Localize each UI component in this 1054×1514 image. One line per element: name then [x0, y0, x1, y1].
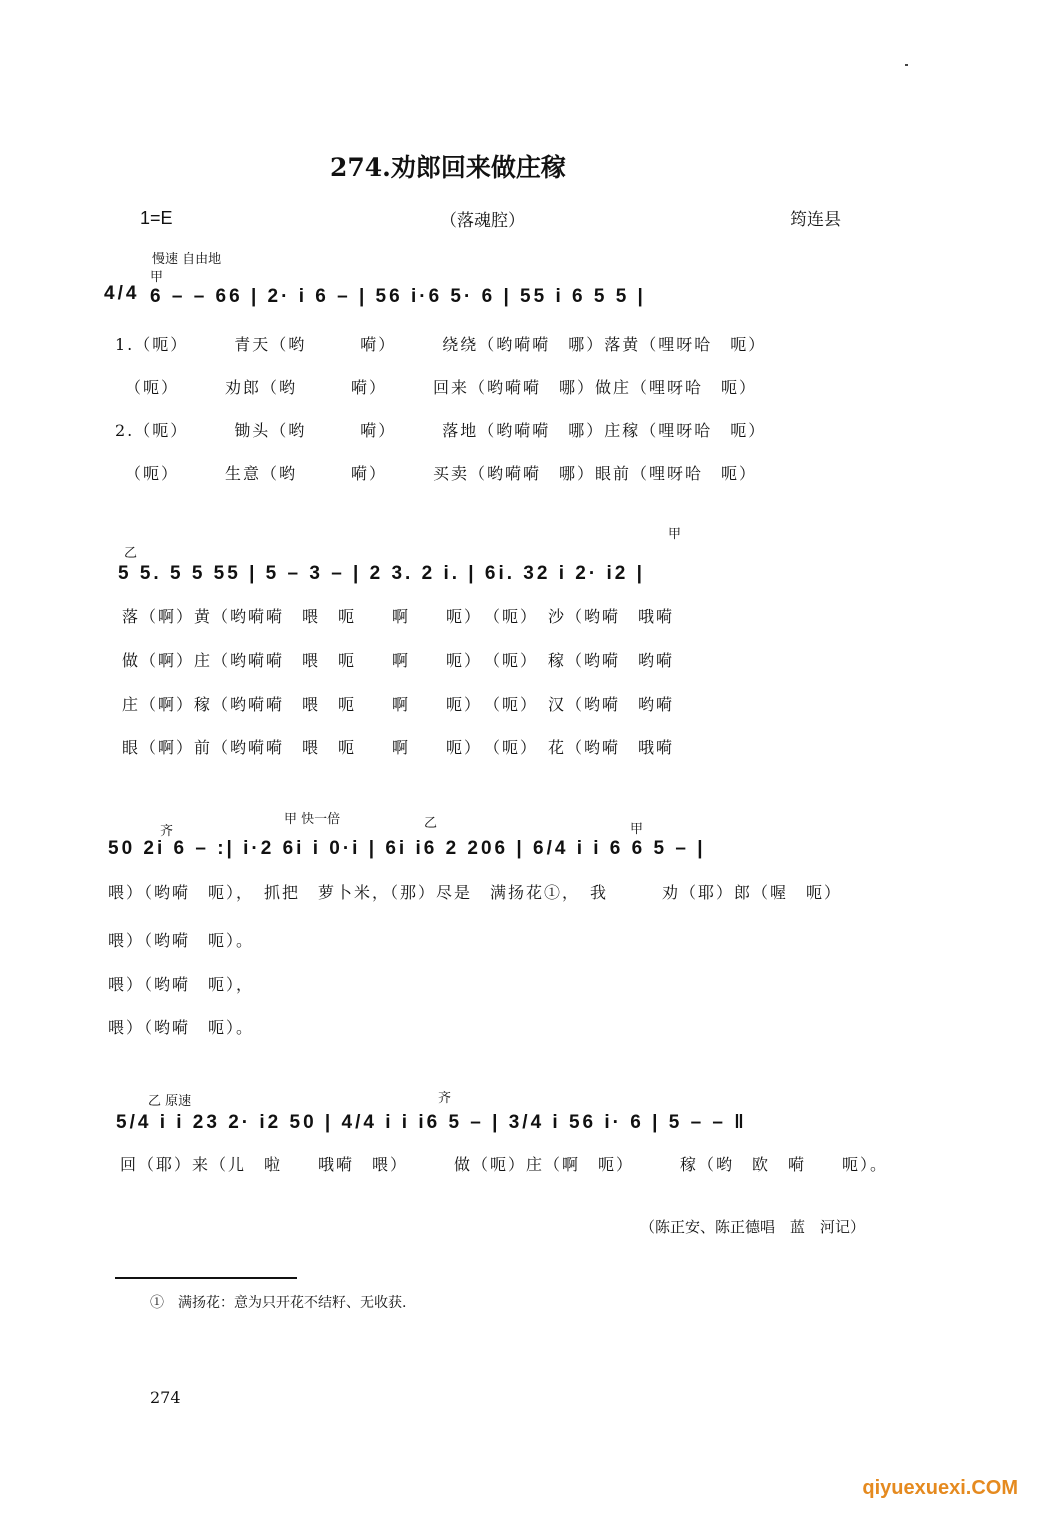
part-label-jia-3: 甲: [630, 822, 644, 837]
lyric-line-3-2: 喂）（哟嗬 呃）。: [108, 931, 255, 950]
credit-line: （陈正安、陈正德唱 蓝 河记）: [640, 1218, 866, 1236]
time-signature-1: 4/4: [104, 283, 140, 304]
part-label-yi-2: 乙: [424, 816, 438, 831]
lyric-line-3-1: 喂）（哟嗬 呃）， 抓把 萝卜米，（那）尽是 满扬花①， 我 劝（耶）郎（喔 呃）: [108, 883, 843, 902]
lyric-line-1-4: （呃） 生意（哟 嗬） 买卖（哟嗬嗬 哪）眼前（哩呀哈 呃）: [115, 464, 758, 483]
song-subtitle: （落魂腔）: [440, 211, 525, 231]
part-label-jia: 甲: [150, 270, 164, 285]
watermark: qiyuexuexi.COM: [862, 1477, 1018, 1499]
footnote: ① 满扬花：意为只开花不结籽、无收获.: [150, 1295, 407, 1311]
lyric-line-2-1: 落（啊）黄（哟嗬嗬 喂 呃 啊 呃） （呃） 沙（哟嗬 哦嗬: [122, 607, 675, 626]
lyric-line-3-3: 喂）（哟嗬 呃），: [108, 975, 255, 994]
lyric-line-2-2: 做（啊）庄（哟嗬嗬 喂 呃 啊 呃） （呃） 稼（哟嗬 哟嗬: [122, 651, 675, 670]
lyric-line-1-2: （呃） 劝郎（哟 嗬） 回来（哟嗬嗬 哪）做庄（哩呀哈 呃）: [115, 378, 758, 397]
key-signature: 1=E: [140, 208, 173, 228]
song-title: 274.劝郎回来做庄稼: [330, 153, 566, 182]
part-label-jia-fast: 甲 快一倍: [284, 812, 341, 827]
lyric-line-2-4: 眼（啊）前（哟嗬嗬 喂 呃 啊 呃） （呃） 花（哟嗬 哦嗬: [122, 738, 675, 757]
tempo-marking: 慢速 自由地: [152, 252, 222, 267]
part-label-qi: 齐: [160, 824, 174, 839]
notation-line-1: 6 – – 66 | 2· i 6 – | 56 i·6 5· 6 | 55 i 6 5 5 |: [150, 286, 646, 307]
lyric-line-1-1: 1.（呃） 青天（哟 嗬） 绕绕（哟嗬嗬 哪）落黄（哩呀哈 呃）: [115, 335, 767, 354]
lyric-line-3-4: 喂）（哟嗬 呃）。: [108, 1018, 255, 1037]
source-county: 筠连县: [790, 210, 841, 230]
speck: [905, 64, 908, 66]
part-label-jia-2: 甲: [668, 527, 682, 542]
part-label-yi: 乙: [124, 546, 138, 561]
part-label-qi-2: 齐: [438, 1091, 452, 1106]
lyric-line-4: 回（耶）来（儿 啦 哦嗬 喂） 做（呃）庄（啊 呃） 稼（哟 欧 嗬 呃）。: [120, 1155, 889, 1174]
notation-line-3: 50 2i 6 – :| i·2 6i i 0·i | 6i i6 2 206 | 6/4 i i 6 6 5 – |: [108, 838, 706, 859]
footnote-divider: [115, 1277, 297, 1279]
tempo-marking-return: 乙 原速: [148, 1094, 192, 1109]
notation-line-4: 5/4 i i 23 2· i2 50 | 4/4 i i i6 5 – | 3/4 i 56 i· 6 | 5 – – ‖: [116, 1112, 747, 1133]
lyric-line-2-3: 庄（啊）稼（哟嗬嗬 喂 呃 啊 呃） （呃） 汉（哟嗬 哟嗬: [122, 695, 675, 714]
lyric-line-1-3: 2.（呃） 锄头（哟 嗬） 落地（哟嗬嗬 哪）庄稼（哩呀哈 呃）: [115, 421, 767, 440]
notation-line-2: 5 5. 5 5 55 | 5 – 3 – | 2 3. 2 i. | 6i. 32 i 2· i2 |: [118, 563, 645, 584]
page-number: 274: [150, 1388, 181, 1407]
